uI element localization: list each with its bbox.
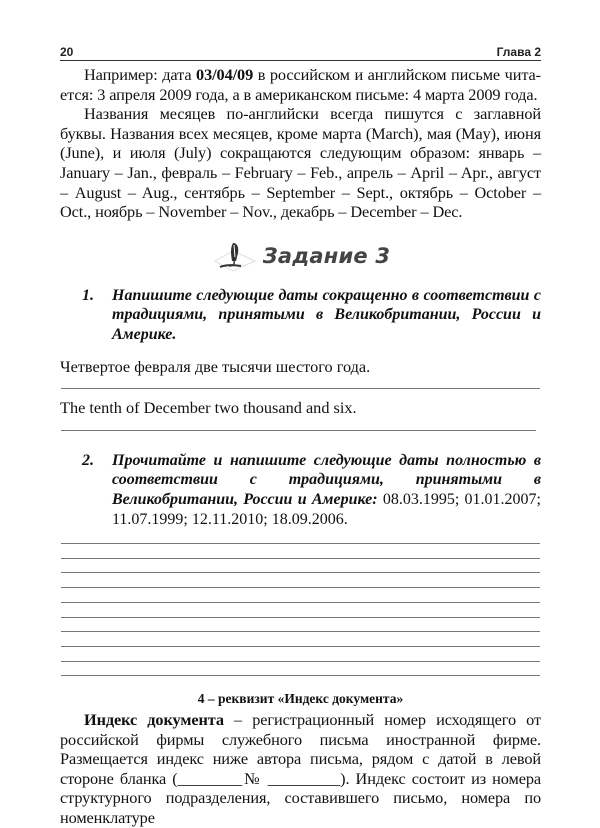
section-paragraph bbox=[60, 710, 541, 828]
task-title bbox=[60, 238, 541, 274]
chapter-label: Глава 2 bbox=[496, 45, 541, 59]
question-text bbox=[112, 451, 541, 529]
answer-line[interactable] bbox=[61, 602, 540, 603]
answer-line[interactable] bbox=[61, 675, 540, 676]
quill-pen-icon bbox=[211, 239, 259, 273]
answer-line[interactable] bbox=[61, 587, 540, 588]
intro-paragraph-date-example bbox=[60, 65, 541, 104]
question-number: 1. bbox=[82, 286, 94, 304]
task-title-label: Задание 3 bbox=[262, 243, 391, 268]
question-text: Напишите следующие даты сокращенно в соответствии с традициями, принятыми в Великобритании, России и Америке. bbox=[112, 286, 541, 343]
question-1 bbox=[82, 286, 541, 345]
question-number: 2. bbox=[82, 451, 94, 469]
section-heading: 4 – реквизит «Индекс документа» bbox=[197, 690, 404, 706]
intro-paragraph-months: Названия месяцев по-английски всегда пишутся с заглавной буквы. Названия всех месяцев, кроме марта (March), мая (May), июня (June), и июля (July) сокращаются следующим образом: январь – January – Jan., февраль – February – Feb., апрель – April – Apr., август – August – Aug., сентябрь – September – Sept., октябрь – October – Oct., ноябрь – November – Nov., декабрь – December – Dec. bbox=[60, 104, 541, 222]
answer-line[interactable] bbox=[61, 631, 540, 632]
page-body bbox=[60, 65, 541, 828]
answer-line[interactable] bbox=[61, 388, 540, 389]
answer-line[interactable] bbox=[61, 572, 540, 573]
answer-line[interactable] bbox=[61, 661, 540, 662]
answer-line[interactable] bbox=[61, 430, 536, 431]
date-example: 03/04/09 bbox=[196, 65, 254, 84]
answer-line[interactable] bbox=[61, 646, 540, 647]
running-header bbox=[60, 44, 541, 61]
question-instruction: Прочитайте и напишите следующие даты полностью в соответствии с традициями, принятыми в Великобритании, России и Америке: bbox=[112, 451, 541, 508]
answer-line[interactable] bbox=[61, 617, 540, 618]
answer-line[interactable] bbox=[61, 543, 540, 544]
text: Например: дата bbox=[84, 65, 197, 84]
text: – регистрационный номер исходящего от российской фирмы служебного письма иностранной фирме. Размещается индекс ниже автора письма, рядом с датой в левой стороне бланка (________№ _________). Индекс состоит из номера структурного подразделения, составившего письмо, номера по номенклатуре bbox=[60, 709, 541, 827]
question-2 bbox=[82, 451, 541, 529]
answer-line[interactable] bbox=[61, 558, 540, 559]
answer-lines bbox=[61, 543, 540, 676]
text: в российском и английском письме чита-ется: 3 апреля 2009 года, а в американском письме: 4 марта 2009 года. bbox=[60, 65, 541, 104]
sentence-russian: Четвертое февраля две тысячи шестого года. bbox=[60, 356, 371, 376]
page-number: 20 bbox=[60, 45, 74, 59]
sentence-english: The tenth of December two thousand and six. bbox=[60, 398, 357, 418]
term: Индекс документа bbox=[84, 709, 224, 729]
question-dates: 08.03.1995; 01.01.2007; 11.07.1999; 12.11.2010; 18.09.2006. bbox=[112, 490, 541, 528]
